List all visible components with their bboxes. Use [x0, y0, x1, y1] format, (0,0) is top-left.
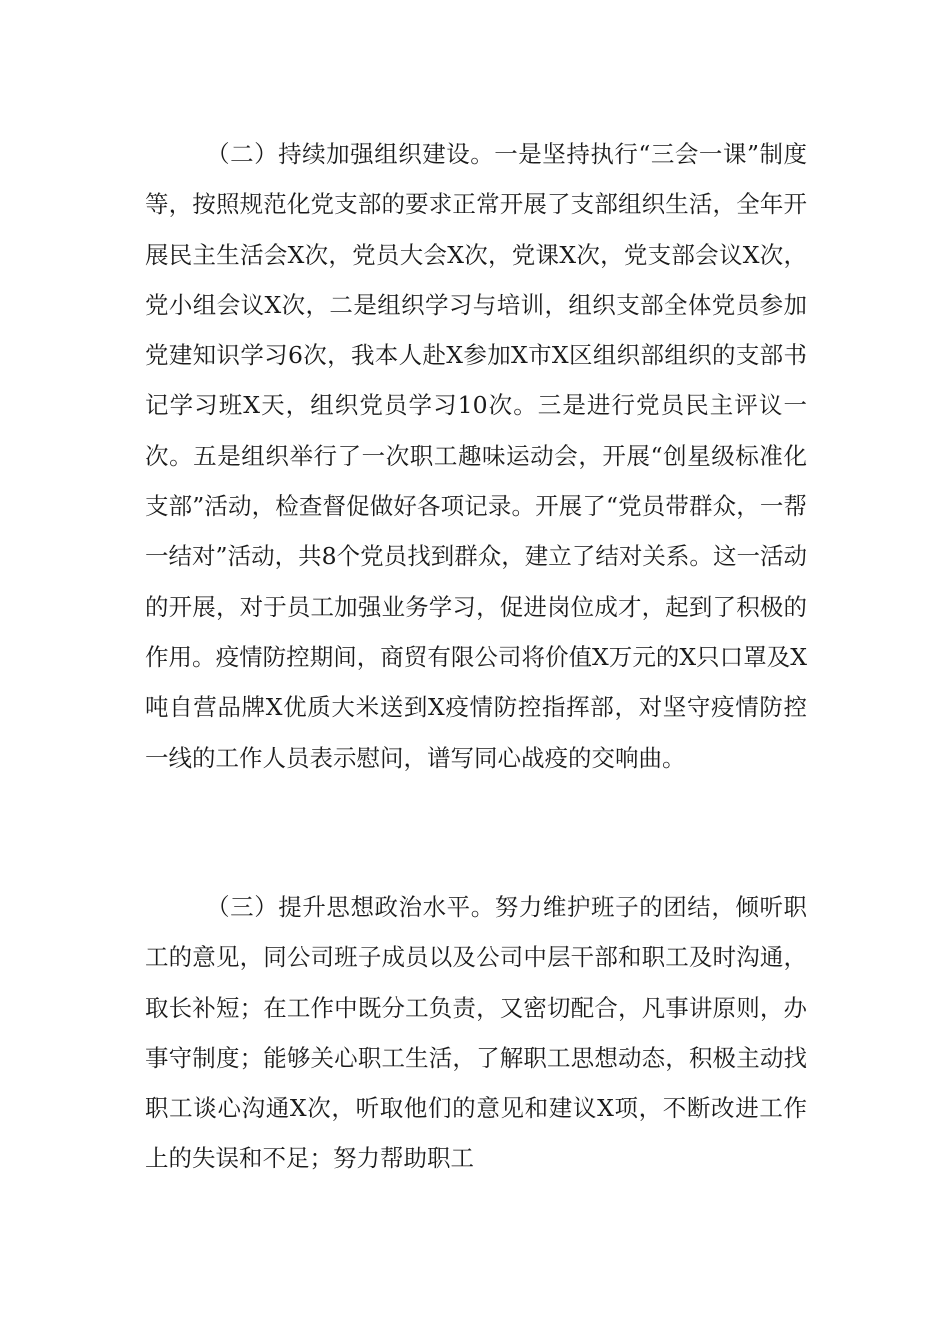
- paragraph-organization-building: [145, 129, 807, 783]
- paragraph-heading: （二）持续加强组织建设。: [206, 140, 495, 168]
- paragraph-body: 一是坚持执行“三会一课”制度等，按照规范化党支部的要求正常开展了支部组织生活，全年开展民主生活会X次，党员大会X次，党课X次，党支部会议X次，党小组会议X次，二是组织学习与培训，组织支部全体党员参加党建知识学习6次，我本人赴X参加X市X区组织部组织的支部书记学习班X天，组织党员学习10次。三是进行党员民主评议一次。五是组织举行了一次职工趣味运动会，开展“创星级标准化支部”活动，检查督促做好各项记录。开展了“党员带群众，一帮一结对”活动，共8个党员找到群众，建立了结对关系。这一活动的开展，对于员工加强业务学习，促进岗位成才，起到了积极的作用。疫情防控期间，商贸有限公司将价值X万元的X只口罩及X吨自营品牌X优质大米送到X疫情防控指挥部，对坚守疫情防控一线的工作人员表示慰问，谱写同心战疫的交响曲。: [145, 140, 808, 772]
- paragraph-heading: （三）提升思想政治水平。: [206, 893, 495, 921]
- paragraph-body: 努力维护班子的团结，倾听职工的意见，同公司班子成员以及公司中层干部和职工及时沟通，取长补短；在工作中既分工负责，又密切配合，凡事讲原则，办事守制度；能够关心职工生活，了解职工思想动态，积极主动找职工谈心沟通X次，听取他们的意见和建议X项，不断改进工作上的失误和不足；努力帮助职工: [145, 893, 807, 1173]
- paragraph-political-level: [145, 882, 807, 1184]
